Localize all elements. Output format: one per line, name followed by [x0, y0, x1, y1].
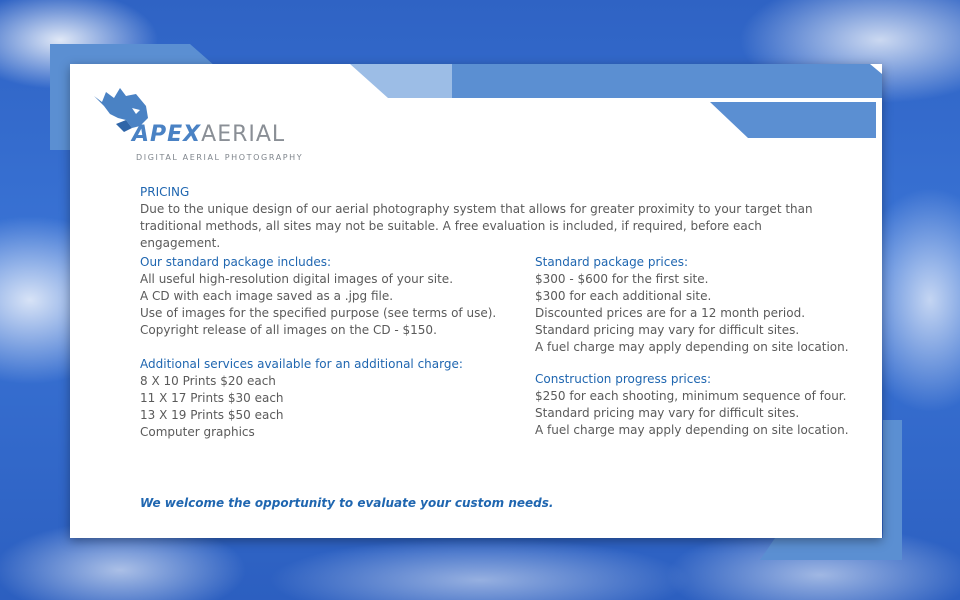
list-item: Use of images for the specified purpose (see terms of use).	[140, 306, 497, 320]
logo-wordmark-aerial: AERIAL	[201, 122, 286, 147]
additional-services-heading: Additional services available for an additional charge:	[140, 357, 463, 371]
construction-prices-section	[535, 371, 865, 439]
list-item: Discounted prices are for a 12 month period.	[535, 306, 806, 320]
additional-services-section	[140, 356, 520, 441]
list-item: A CD with each image saved as a .jpg file.	[140, 289, 394, 303]
construction-prices-heading: Construction progress prices:	[535, 372, 711, 386]
standard-package-heading: Our standard package includes:	[140, 255, 332, 269]
standard-package-section	[140, 254, 520, 339]
list-item: 8 X 10 Prints $20 each	[140, 374, 276, 388]
list-item: All useful high-resolution digital images of your site.	[140, 272, 454, 286]
list-item: A fuel charge may apply depending on site location.	[535, 340, 849, 354]
list-item: $300 - $600 for the first site.	[535, 272, 709, 286]
list-item: Standard pricing may vary for difficult sites.	[535, 406, 800, 420]
standard-prices-heading: Standard package prices:	[535, 255, 689, 269]
pricing-intro: Due to the unique design of our aerial photography system that allows for greater proximity to your target than traditional methods, all sites may not be suitable. A free evaluation is included, if required, before each engagement.	[140, 202, 813, 250]
pricing-title: PRICING	[140, 185, 190, 199]
apex-aerial-logo	[92, 76, 342, 171]
logo-wordmark-apex: APEX	[132, 122, 202, 147]
logo-wordmark	[132, 123, 285, 147]
list-item: $300 for each additional site.	[535, 289, 712, 303]
list-item: 11 X 17 Prints $30 each	[140, 391, 284, 405]
pricing-card	[70, 64, 882, 538]
closing-statement: We welcome the opportunity to evaluate your custom needs.	[140, 496, 554, 510]
list-item: $250 for each shooting, minimum sequence of four.	[535, 389, 847, 403]
list-item: Standard pricing may vary for difficult sites.	[535, 323, 800, 337]
logo-tagline: DIGITAL AERIAL PHOTOGRAPHY	[136, 153, 304, 162]
list-item: Computer graphics	[140, 425, 255, 439]
list-item: 13 X 19 Prints $50 each	[140, 408, 284, 422]
standard-prices-section	[535, 254, 865, 356]
list-item: Copyright release of all images on the CD - $150.	[140, 323, 437, 337]
list-item: A fuel charge may apply depending on site location.	[535, 423, 849, 437]
